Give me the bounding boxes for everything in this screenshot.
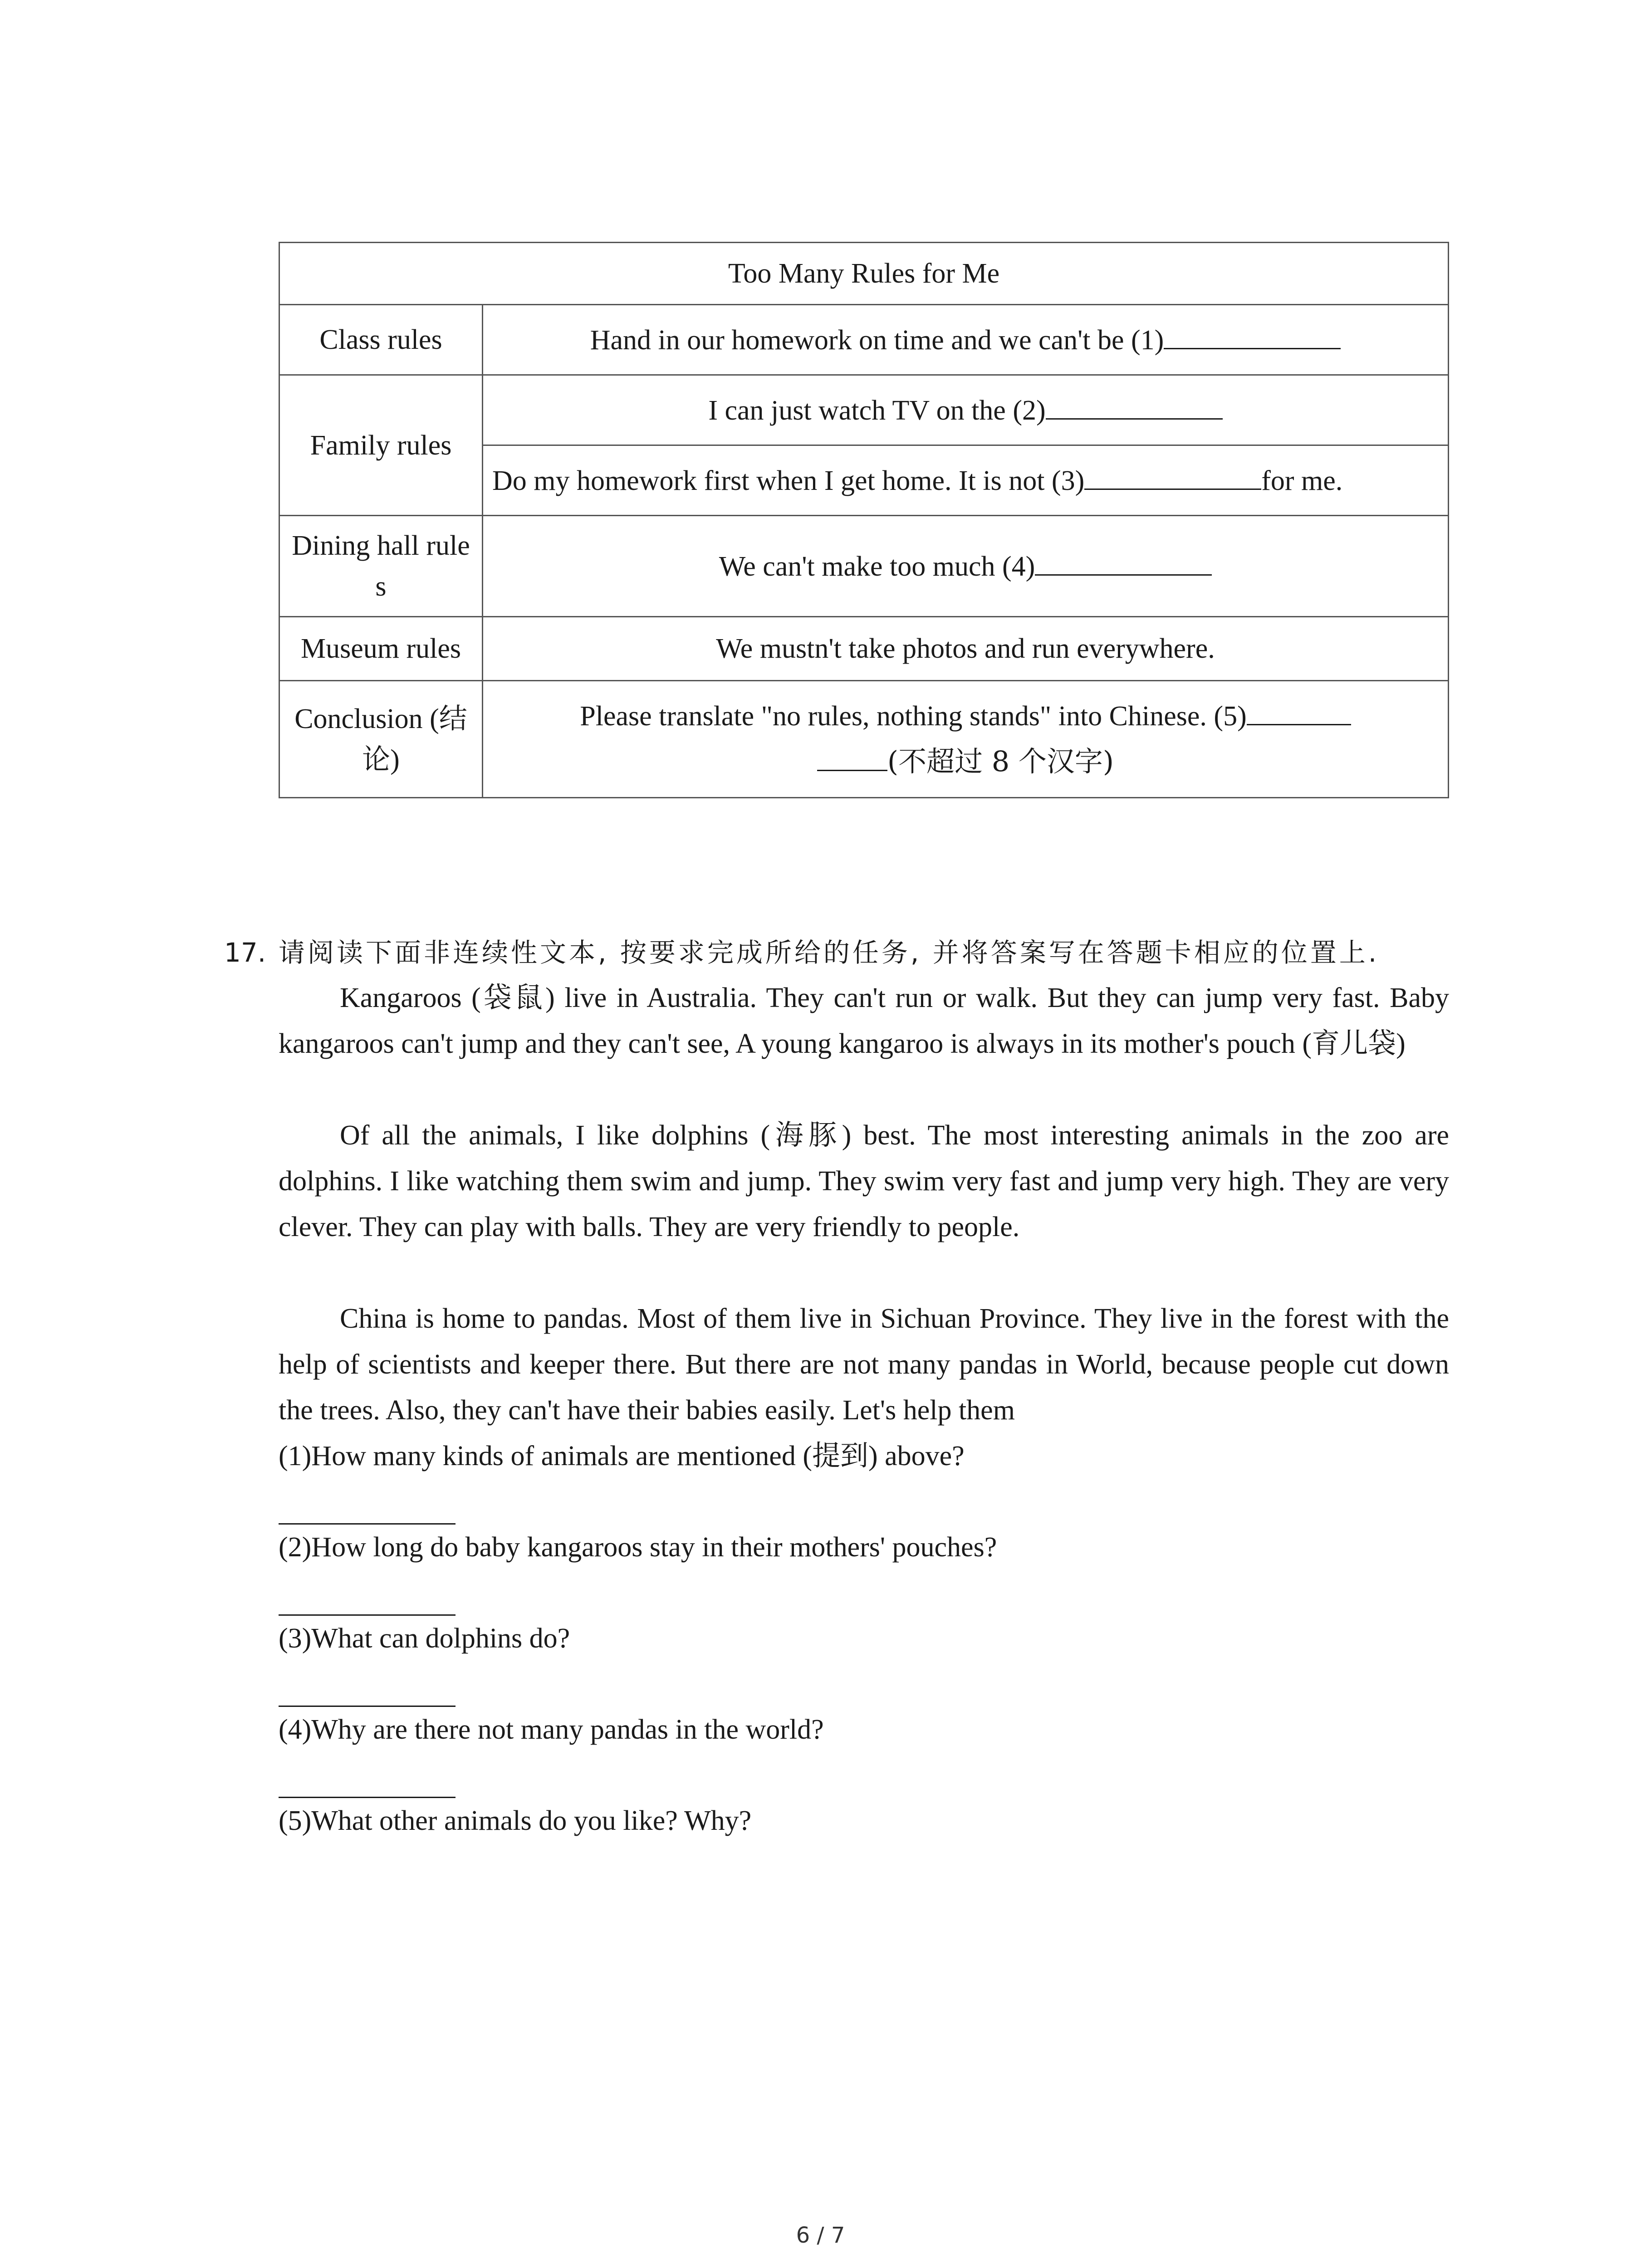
- conclusion-tail: (不超过 8 个汉字): [887, 745, 1114, 778]
- question-number: 17.: [224, 937, 266, 968]
- question-1: (1)How many kinds of animals are mentioned (提到) above?: [279, 1441, 965, 1471]
- conclusion-text: Please translate "no rules, nothing stands" into Chinese. (5): [580, 701, 1247, 732]
- question-17: [224, 930, 1449, 1844]
- answer-line-1[interactable]: [279, 1479, 456, 1525]
- class-rules-label: Class rules: [279, 305, 483, 375]
- question-4: (4)Why are there not many pandas in the world?: [279, 1714, 824, 1745]
- rules-table: [279, 242, 1449, 798]
- family-rules-text-2: Do my homework first when I get home. It is not (3): [492, 465, 1085, 496]
- answer-blank-5-cont[interactable]: [817, 740, 887, 771]
- family-rules-text-1: I can just watch TV on the (2): [708, 395, 1046, 426]
- reading-passages: [279, 975, 1449, 1433]
- class-rules-cell: [483, 305, 1449, 375]
- answer-blank-5[interactable]: [1247, 694, 1351, 725]
- answer-line-3[interactable]: [279, 1662, 456, 1707]
- dining-rules-label: Dining hall rule s: [279, 516, 483, 617]
- answer-line-4[interactable]: [279, 1753, 456, 1798]
- conclusion-label: Conclusion (结论): [279, 681, 483, 798]
- class-rules-text: Hand in our homework on time and we can't be (1): [590, 324, 1164, 356]
- question-2: (2)How long do baby kangaroos stay in their mothers' pouches?: [279, 1532, 997, 1563]
- answer-blank-2[interactable]: [1046, 388, 1223, 420]
- question-3: (3)What can dolphins do?: [279, 1623, 570, 1654]
- question-list: [279, 1433, 1449, 1844]
- question-17-heading: [224, 930, 1449, 975]
- page-number: 6 / 7: [796, 2223, 845, 2248]
- answer-blank-4[interactable]: [1035, 544, 1212, 576]
- family-rules-text-2-tail: for me.: [1261, 465, 1343, 496]
- museum-rules-label: Museum rules: [279, 617, 483, 681]
- table-title: Too Many Rules for Me: [279, 243, 1449, 305]
- dining-rules-text: We can't make too much (4): [719, 551, 1035, 582]
- family-rules-cell-2: [483, 445, 1449, 516]
- answer-blank-1[interactable]: [1164, 318, 1341, 349]
- passage-kangaroos: Kangaroos (袋鼠) live in Australia. They can't run or walk. But they can jump very fast. Baby kangaroos can't jump and they can't see, A young kangaroo is always in its mother's pouch (育儿袋): [279, 982, 1449, 1059]
- passage-pandas: China is home to pandas. Most of them live in Sichuan Province. They live in the forest with the help of scientists and keeper there. But there are not many pandas in World, because people cut down the trees. Also, they can't have their babies easily. Let's help them: [279, 1303, 1449, 1426]
- museum-rules-text: We mustn't take photos and run everywhere.: [483, 617, 1449, 681]
- question-instruction: 请阅读下面非连续性文本, 按要求完成所给的任务, 并将答案写在答题卡相应的位置上.: [279, 937, 1380, 968]
- passage-dolphins: Of all the animals, I like dolphins (海豚) best. The most interesting animals in the zoo are dolphins. I like watching them swim and jump. They swim very fast and jump very high. They are very clever. They can play with balls. They are very friendly to people.: [279, 1120, 1449, 1242]
- family-rules-label: Family rules: [279, 375, 483, 516]
- answer-line-2[interactable]: [279, 1570, 456, 1616]
- dining-rules-cell: [483, 516, 1449, 617]
- question-5: (5)What other animals do you like? Why?: [279, 1805, 752, 1836]
- conclusion-cell: [483, 681, 1449, 798]
- family-rules-cell-1: [483, 375, 1449, 445]
- answer-blank-3[interactable]: [1084, 459, 1261, 490]
